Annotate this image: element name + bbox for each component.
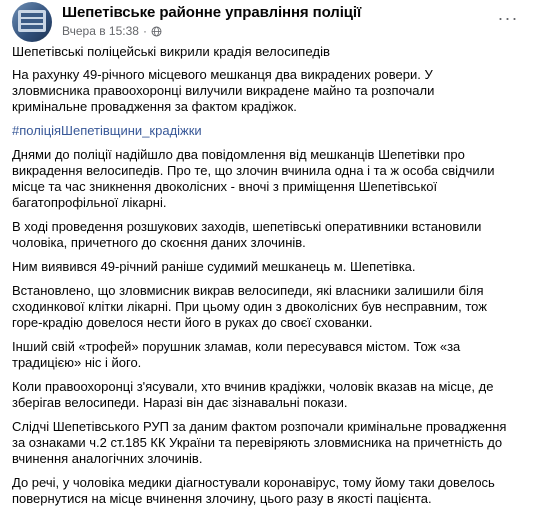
globe-icon[interactable]: [151, 26, 162, 37]
post-paragraph: Встановлено, що зловмисник викрав велосипеди, які власники залишили біля сходинкової клітки лікарні. При цьому один з двоколісних був несправним, тож горе-крадію довелося нести його в руках до своєї схованки.: [12, 283, 487, 330]
post-paragraph: В ході проведення розшукових заходів, шепетівські оперативники встановили чоловіка, причетного до скоєння даних злочинів.: [12, 219, 482, 250]
more-options-button[interactable]: [492, 2, 524, 34]
post-title: Шепетівські поліцейські викрили крадія велосипедів: [12, 44, 330, 59]
post-paragraph: Коли правоохоронці з'ясували, хто вчинив крадіжки, чоловік вказав на місце, де зберігав велосипеди. Наразі він дає зізнавальні покази.: [12, 379, 494, 410]
post-paragraph: Ним виявився 49-річний раніше судимий мешканець м. Шепетівка.: [12, 259, 416, 274]
post-header: [12, 0, 524, 40]
post-paragraph: До речі, у чоловіка медики діагностували коронавірус, тому йому таки довелось повернутися на місце вчинення злочину, цього разу в якості пацієнта.: [12, 475, 495, 506]
post-meta: [62, 24, 162, 38]
meta-separator: ·: [142, 24, 147, 38]
post-body: [12, 44, 512, 515]
post-timestamp[interactable]: Вчера в 15:38: [62, 24, 139, 38]
more-horizontal-icon: ···: [497, 7, 519, 28]
post-paragraph: Днями до поліції надійшло два повідомлення від мешканців Шепетівки про викрадення велосипедів. Про те, що злочин вчинила одна і та ж особа свідчили місце та час зникнення двоколісних - вночі з приміщення Шепетівської багатопрофільної лікарні.: [12, 147, 495, 210]
hashtag-link[interactable]: #поліціяШепетівщини_крадіжки: [12, 123, 202, 138]
post-paragraph: Слідчі Шепетівського РУП за даним фактом розпочали кримінальне провадження за ознаками ч.2 ст.185 КК України та перевіряють зловмисника на причетність до вчинення аналогічних злочинів.: [12, 419, 507, 466]
post-paragraph: На рахунку 49-річного місцевого мешканця два викрадених ровери. У зловмисника правоохоронці вилучили викрадене майно та розпочали кримінальне провадження за фактом крадіжок.: [12, 67, 435, 114]
page-name-link[interactable]: Шепетівське районне управління поліції: [62, 4, 362, 21]
page-avatar[interactable]: [12, 2, 52, 42]
post-paragraph: Інший свій «трофей» порушник зламав, коли пересувався містом. Тож «за традицією» ніс і його.: [12, 339, 461, 370]
